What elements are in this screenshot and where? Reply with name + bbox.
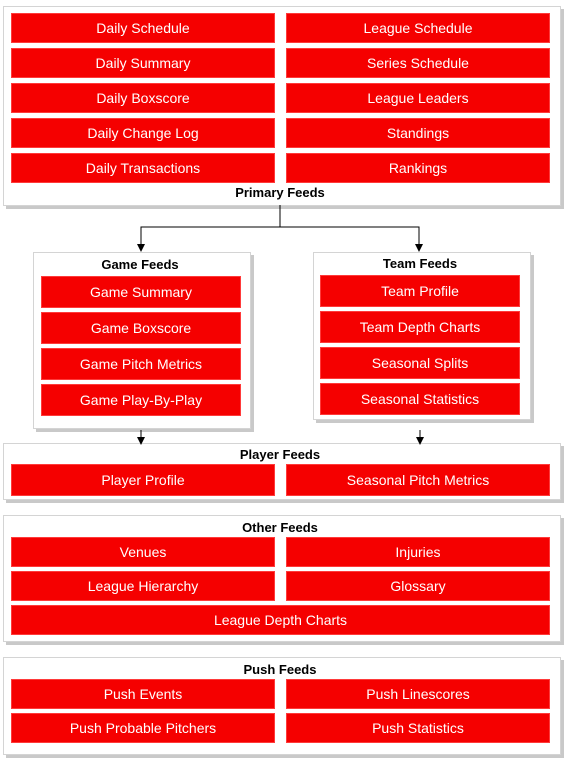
- feed-seasonal-pitch-metrics[interactable]: Seasonal Pitch Metrics: [285, 463, 551, 497]
- feed-push-probable-pitchers[interactable]: Push Probable Pitchers: [10, 712, 276, 744]
- feed-daily-schedule[interactable]: Daily Schedule: [10, 12, 276, 44]
- feed-injuries[interactable]: Injuries: [285, 536, 551, 568]
- feed-game-summary[interactable]: Game Summary: [40, 275, 242, 309]
- feed-league-depth-charts[interactable]: League Depth Charts: [10, 604, 551, 636]
- feed-push-statistics[interactable]: Push Statistics: [285, 712, 551, 744]
- feed-league-hierarchy[interactable]: League Hierarchy: [10, 570, 276, 602]
- feed-push-linescores[interactable]: Push Linescores: [285, 678, 551, 710]
- feed-daily-boxscore[interactable]: Daily Boxscore: [10, 82, 276, 114]
- feed-game-play-by-play[interactable]: Game Play-By-Play: [40, 383, 242, 417]
- feed-daily-summary[interactable]: Daily Summary: [10, 47, 276, 79]
- player-feeds-title: Player Feeds: [239, 447, 321, 462]
- connector-primary-to-team: [280, 227, 419, 248]
- feed-rankings[interactable]: Rankings: [285, 152, 551, 184]
- feed-daily-change-log[interactable]: Daily Change Log: [10, 117, 276, 149]
- feed-series-schedule[interactable]: Series Schedule: [285, 47, 551, 79]
- primary-feeds-title: Primary Feeds: [235, 185, 325, 200]
- feed-league-schedule[interactable]: League Schedule: [285, 12, 551, 44]
- feed-player-profile[interactable]: Player Profile: [10, 463, 276, 497]
- team-feeds-title: Team Feeds: [382, 256, 458, 271]
- feed-glossary[interactable]: Glossary: [285, 570, 551, 602]
- feed-seasonal-statistics[interactable]: Seasonal Statistics: [319, 382, 521, 416]
- feed-league-leaders[interactable]: League Leaders: [285, 82, 551, 114]
- feed-team-profile[interactable]: Team Profile: [319, 274, 521, 308]
- other-feeds-title: Other Feeds: [242, 520, 318, 535]
- feed-venues[interactable]: Venues: [10, 536, 276, 568]
- feed-seasonal-splits[interactable]: Seasonal Splits: [319, 346, 521, 380]
- game-feeds-title: Game Feeds: [101, 257, 179, 272]
- feed-push-events[interactable]: Push Events: [10, 678, 276, 710]
- feed-standings[interactable]: Standings: [285, 117, 551, 149]
- connector-primary-to-game: [141, 205, 280, 248]
- feed-game-boxscore[interactable]: Game Boxscore: [40, 311, 242, 345]
- push-feeds-title: Push Feeds: [243, 662, 317, 677]
- feed-daily-transactions[interactable]: Daily Transactions: [10, 152, 276, 184]
- feed-game-pitch-metrics[interactable]: Game Pitch Metrics: [40, 347, 242, 381]
- feed-team-depth-charts[interactable]: Team Depth Charts: [319, 310, 521, 344]
